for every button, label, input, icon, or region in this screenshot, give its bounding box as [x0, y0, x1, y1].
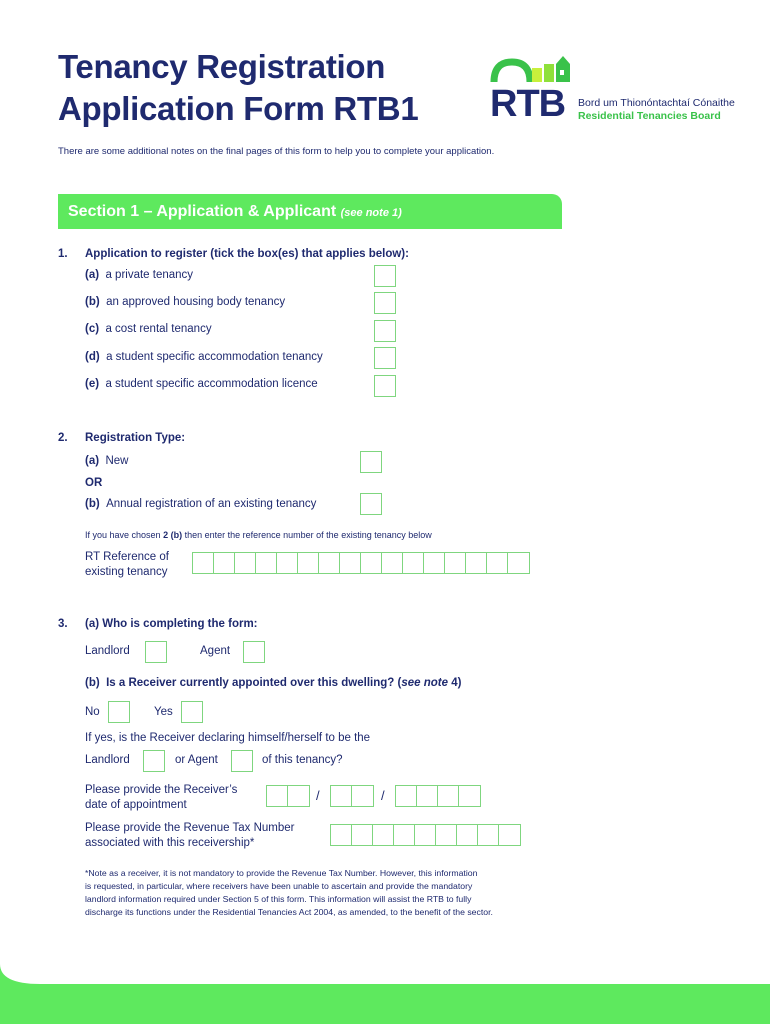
q3-number: 3. — [58, 618, 68, 630]
q2-checkbox-new[interactable] — [360, 451, 382, 473]
q3b-yes-label: Yes — [154, 706, 173, 718]
date-month-input[interactable] — [330, 785, 374, 807]
section-note: (see note 1) — [340, 207, 402, 219]
q3b-if-yes-text: If yes, is the Receiver declaring himself/herself to be the — [85, 732, 371, 744]
q1-number: 1. — [58, 248, 68, 260]
date-year-input[interactable] — [395, 785, 481, 807]
q3b-yes-checkbox[interactable] — [181, 701, 203, 723]
rt-reference-label: RT Reference of existing tenancy — [85, 551, 169, 578]
q2-question: Registration Type: — [85, 432, 186, 444]
notes-intro: There are some additional notes on the final pages of this form to help you to complete your application. — [58, 146, 495, 157]
section-title-text: Section 1 – Application & Applicant — [68, 203, 337, 220]
receiver-footnote: *Note as a receiver, it is not mandatory to provide the Revenue Tax Number. However, this information is requested, in particular, where receivers have been unable to ascertain and provide the mandatory landlord information required under Section 5 of this form. This information will assist the RTB to fully discharge its functions under the Residential Tenancies Act 2004, as amended, to the benefit of the sector. — [85, 868, 493, 917]
q1-checkbox-a[interactable] — [374, 265, 396, 287]
q2-instruction: If you have chosen 2 (b) then enter the reference number of the existing tenancy below — [85, 530, 432, 540]
q3b-agent-checkbox[interactable] — [231, 750, 253, 772]
q1-option-c: (c) a cost rental tenancy — [85, 323, 212, 335]
q2-option-a: (a) New — [85, 455, 129, 467]
q3a-agent-checkbox[interactable] — [243, 641, 265, 663]
q3b-landlord-checkbox[interactable] — [143, 750, 165, 772]
footer-green-band — [0, 964, 770, 1024]
q1-question: Application to register (tick the box(es) that applies below): — [85, 248, 409, 260]
logo-irish-name: Bord um Thionóntachtaí Cónaithe — [578, 97, 735, 109]
section-1-header — [58, 194, 562, 229]
logo-english-name: Residential Tenancies Board — [578, 110, 721, 122]
title-line-1: Tenancy Registration — [58, 48, 386, 85]
q3b-or-agent-label: or Agent — [175, 754, 218, 766]
q3a-landlord-checkbox[interactable] — [145, 641, 167, 663]
date-separator-2: / — [381, 788, 385, 803]
q1-checkbox-e[interactable] — [374, 375, 396, 397]
date-of-appointment-label: Please provide the Receiver’s date of appointment — [85, 784, 238, 811]
q2-option-b: (b) Annual registration of an existing tenancy — [85, 498, 317, 510]
q1-checkbox-c[interactable] — [374, 320, 396, 342]
rtb-logo — [490, 52, 740, 128]
q1-option-d: (d) a student specific accommodation tenancy — [85, 351, 323, 363]
q2-or: OR — [85, 477, 103, 489]
revenue-tax-label: Please provide the Revenue Tax Number associated with this receivership* — [85, 822, 295, 849]
q3b-of-tenancy-label: of this tenancy? — [262, 754, 343, 766]
q2-checkbox-annual[interactable] — [360, 493, 382, 515]
q3b-no-checkbox[interactable] — [108, 701, 130, 723]
revenue-tax-input[interactable] — [330, 824, 521, 846]
section-title — [68, 203, 402, 221]
q1-option-a: (a) a private tenancy — [85, 269, 194, 281]
date-day-input[interactable] — [266, 785, 310, 807]
date-separator-1: / — [316, 788, 320, 803]
rt-reference-input[interactable] — [192, 552, 530, 574]
q1-option-b: (b) an approved housing body tenancy — [85, 296, 286, 308]
page-title — [58, 46, 418, 130]
logo-wordmark: RTB — [490, 83, 566, 125]
q1-checkbox-d[interactable] — [374, 347, 396, 369]
q3a-landlord-label: Landlord — [85, 645, 130, 657]
q3b-landlord-label: Landlord — [85, 754, 130, 766]
q3a-agent-label: Agent — [200, 645, 231, 657]
logo-houses-icon — [490, 52, 580, 86]
title-line-2: Application Form RTB1 — [58, 90, 419, 127]
q2-number: 2. — [58, 432, 68, 444]
q1-option-e: (e) a student specific accommodation licence — [85, 378, 318, 390]
q3b-no-label: No — [85, 706, 100, 718]
q1-checkbox-b[interactable] — [374, 292, 396, 314]
q3b-question: (b) Is a Receiver currently appointed over this dwelling? (see note 4) — [85, 677, 462, 689]
q3a-question: (a) Who is completing the form: — [85, 618, 258, 630]
